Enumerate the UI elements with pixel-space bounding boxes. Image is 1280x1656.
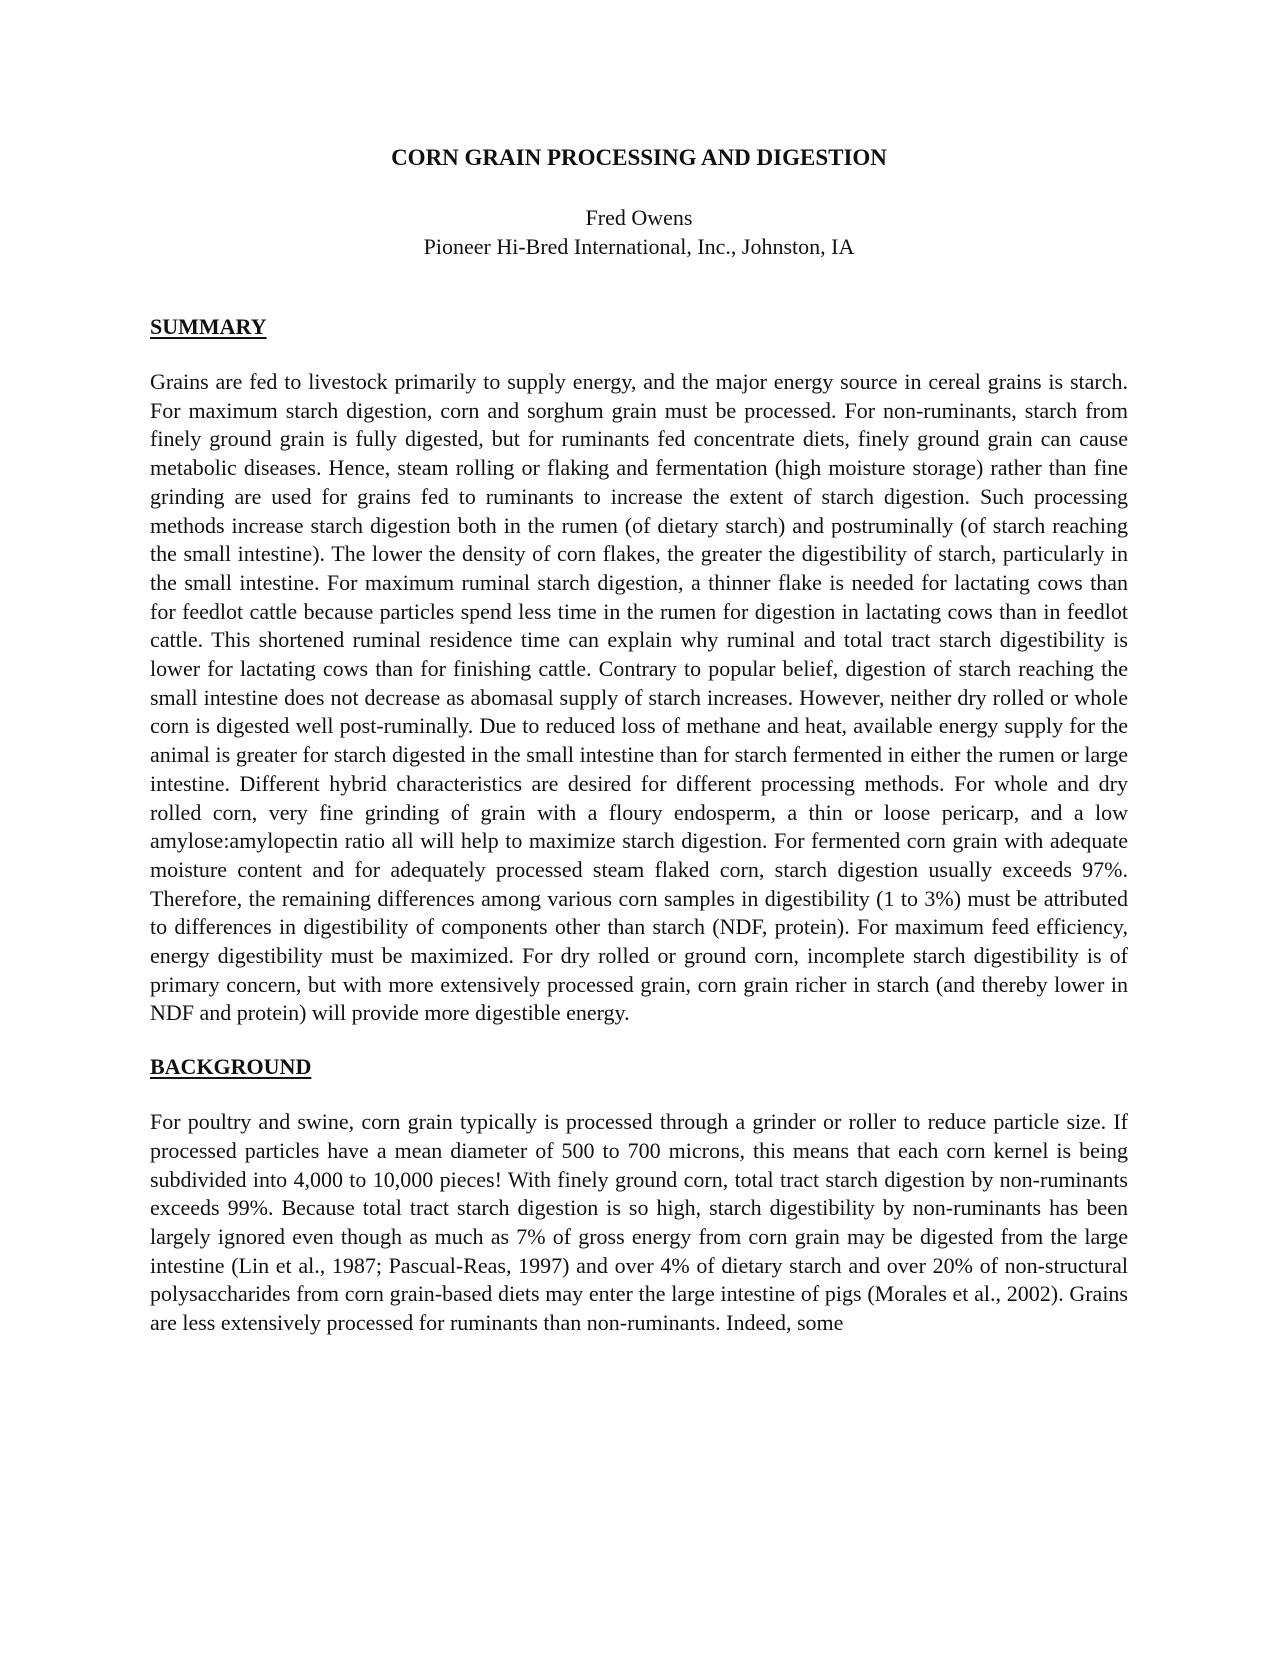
author-affiliation: Pioneer Hi-Bred International, Inc., Johnston, IA bbox=[423, 234, 855, 259]
background-heading: BACKGROUND bbox=[150, 1054, 312, 1080]
author-name: Fred Owens bbox=[585, 205, 693, 230]
document-title: CORN GRAIN PROCESSING AND DIGESTION bbox=[391, 145, 887, 170]
summary-paragraph: Grains are fed to livestock primarily to supply energy, and the major energy source in cereal grains is starch. For maximum starch digestion, corn and sorghum grain must be processed. For non-ruminants, starch from finely ground grain is fully digested, but for ruminants fed concentrate diets, finely ground grain can cause metabolic diseases. Hence, steam rolling or flaking and fermentation (high moisture storage) rather than fine grinding are used for grains fed to ruminants to increase the extent of starch digestion. Such processing methods increase starch digestion both in the rumen (of dietary starch) and postruminally (of starch reaching the small intestine). The lower the density of corn flakes, the greater the digestibility of starch, particularly in the small intestine. For maximum ruminal starch digestion, a thinner flake is needed for lactating cows than for feedlot cattle because particles spend less time in the rumen for digestion in lactating cows than in feedlot cattle. This shortened ruminal residence time can explain why ruminal and total tract starch digestibility is lower for lactating cows than for finishing cattle. Contrary to popular belief, digestion of starch reaching the small intestine does not decrease as abomasal supply of starch increases. However, neither dry rolled or whole corn is digested well post-ruminally. Due to reduced loss of methane and heat, available energy supply for the animal is greater for starch digested in the small intestine than for starch fermented in either the rumen or large intestine. Different hybrid characteristics are desired for different processing methods. For whole and dry rolled corn, very fine grinding of grain with a floury endosperm, a thin or loose pericarp, and a low amylose:amylopectin ratio all will help to maximize starch digestion. For fermented corn grain with adequate moisture content and for adequately processed steam flaked corn, starch digestion usually exceeds 97%. Therefore, the remaining differences among various corn samples in digestibility (1 to 3%) must be attributed to differences in digestibility of components other than starch (NDF, protein). For maximum feed efficiency, energy digestibility must be maximized. For dry rolled or ground corn, incomplete starch digestibility is of primary concern, but with more extensively processed grain, corn grain richer in starch (and thereby lower in NDF and protein) will provide more digestible energy. bbox=[150, 369, 1128, 1026]
document-page bbox=[150, 145, 1128, 1338]
background-paragraph: For poultry and swine, corn grain typically is processed through a grinder or roller to reduce particle size. If processed particles have a mean diameter of 500 to 700 microns, this means that each corn kernel is being subdivided into 4,000 to 10,000 pieces! With finely ground corn, total tract starch digestion by non-ruminants exceeds 99%. Because total tract starch digestion is so high, starch digestibility by non-ruminants has been largely ignored even though as much as 7% of gross energy from corn grain may be digested from the large intestine (Lin et al., 1987; Pascual-Reas, 1997) and over 4% of dietary starch and over 20% of non-structural polysaccharides from corn grain-based diets may enter the large intestine of pigs (Morales et al., 2002). Grains are less extensively processed for ruminants than non-ruminants. Indeed, some bbox=[150, 1109, 1128, 1336]
summary-heading: SUMMARY bbox=[150, 314, 267, 339]
